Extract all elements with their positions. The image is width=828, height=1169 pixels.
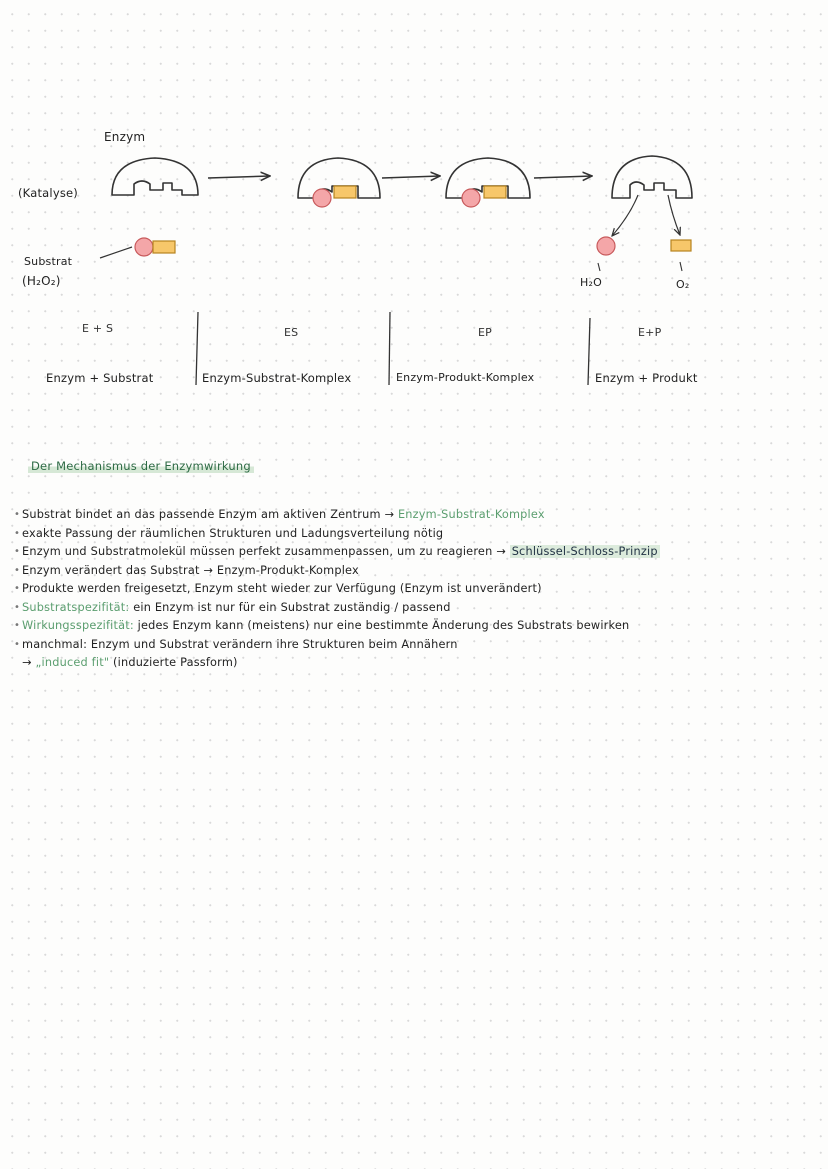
stage-divider-2 xyxy=(389,312,390,385)
release-arrow-oxygen xyxy=(668,195,680,235)
note-text: Substrat bindet an das passende Enzym am aktiven Zentrum → xyxy=(22,508,395,521)
note-green-term: Substratspezifität: xyxy=(22,600,130,614)
stage-name-2: Enzym-Substrat-Komplex xyxy=(202,371,352,385)
substrate-rect xyxy=(153,241,175,253)
enzyme-mechanism-diagram xyxy=(0,0,828,420)
note-line-6 xyxy=(14,599,822,618)
stage-divider-3 xyxy=(588,318,590,385)
note-highlight-term: Schlüssel-Schloss-Prinzip xyxy=(511,545,658,558)
substrate-pointer-line xyxy=(100,247,132,258)
note-line-4 xyxy=(14,562,822,581)
release-arrow-water xyxy=(612,195,638,236)
note-text: (induzierte Passform) xyxy=(113,656,238,669)
substrate-circle xyxy=(135,238,153,256)
note-line-2 xyxy=(14,525,822,544)
enzyme-shape-4 xyxy=(612,156,692,198)
note-line-1 xyxy=(14,506,822,525)
oxygen-label: O₂ xyxy=(676,278,690,291)
bullet-dot: • xyxy=(14,527,21,539)
ep-product-circle xyxy=(462,189,480,207)
bullet-dot: • xyxy=(14,620,21,631)
note-green-term: Wirkungsspezifität: xyxy=(22,619,134,632)
note-line-7 xyxy=(14,617,822,636)
arrow-2 xyxy=(382,176,440,178)
product-oxygen-rect xyxy=(671,240,691,251)
note-text: jedes Enzym kann (meistens) nur eine bestimmte Änderung des Substrats bewirken xyxy=(137,619,630,632)
bullet-dot: • xyxy=(14,638,21,650)
oxygen-stem xyxy=(680,262,682,271)
section-heading: Der Mechanismus der Enzymwirkung xyxy=(28,459,254,473)
note-text: Enzym verändert das Substrat → Enzym-Produkt-Komplex xyxy=(22,563,359,577)
bullet-dot: • xyxy=(14,546,21,557)
note-text: ein Enzym ist nur für ein Substrat zuständig / passend xyxy=(133,600,451,614)
bullet-dot: • xyxy=(14,601,21,613)
stage-abbr-es: ES xyxy=(284,326,299,339)
substrate-label: Substrat xyxy=(24,255,73,268)
note-line-5 xyxy=(14,580,822,599)
note-green-term: Enzym-Substrat-Komplex xyxy=(397,508,545,521)
stage-name-3: Enzym-Produkt-Komplex xyxy=(396,371,535,384)
note-line-9 xyxy=(22,654,822,673)
notes-list xyxy=(14,506,822,673)
bullet-dot: • xyxy=(14,583,21,594)
stage-abbr-e-p: E+P xyxy=(638,326,662,339)
stage-divider-1 xyxy=(196,312,198,385)
ep-product-rect xyxy=(484,186,506,198)
note-green-term: „induced fit" xyxy=(35,656,110,669)
water-stem xyxy=(598,263,600,271)
stage-name-4: Enzym + Produkt xyxy=(595,371,698,385)
product-water-circle xyxy=(597,237,615,255)
note-text: exakte Passung der räumlichen Strukturen und Ladungsverteilung nötig xyxy=(22,526,444,540)
enzyme-label: Enzym xyxy=(104,130,146,144)
substrate-formula-label: (H₂O₂) xyxy=(22,274,61,288)
bullet-dot: • xyxy=(14,564,21,576)
stage-abbr-es-free: E + S xyxy=(82,322,114,335)
es-substrate-circle xyxy=(313,189,331,207)
catalysis-label: (Katalyse) xyxy=(18,186,78,200)
stage-abbr-ep: EP xyxy=(478,326,492,339)
es-substrate-rect xyxy=(334,186,356,198)
note-text: Enzym und Substratmolekül müssen perfekt zusammenpassen, um zu reagieren → xyxy=(22,545,506,558)
note-text: manchmal: Enzym und Substrat verändern ihre Strukturen beim Annähern xyxy=(22,637,458,651)
note-arrow: → xyxy=(22,656,32,669)
arrow-1 xyxy=(208,176,270,178)
water-label: H₂O xyxy=(580,276,602,289)
enzyme-shape-1 xyxy=(112,158,198,195)
arrow-3 xyxy=(534,176,592,178)
note-text: Produkte werden freigesetzt, Enzym steht wieder zur Verfügung (Enzym ist unverändert) xyxy=(22,582,542,595)
stage-name-1: Enzym + Substrat xyxy=(46,371,154,385)
bullet-dot: • xyxy=(14,509,21,520)
note-line-3 xyxy=(14,543,822,562)
note-line-8 xyxy=(14,636,822,655)
